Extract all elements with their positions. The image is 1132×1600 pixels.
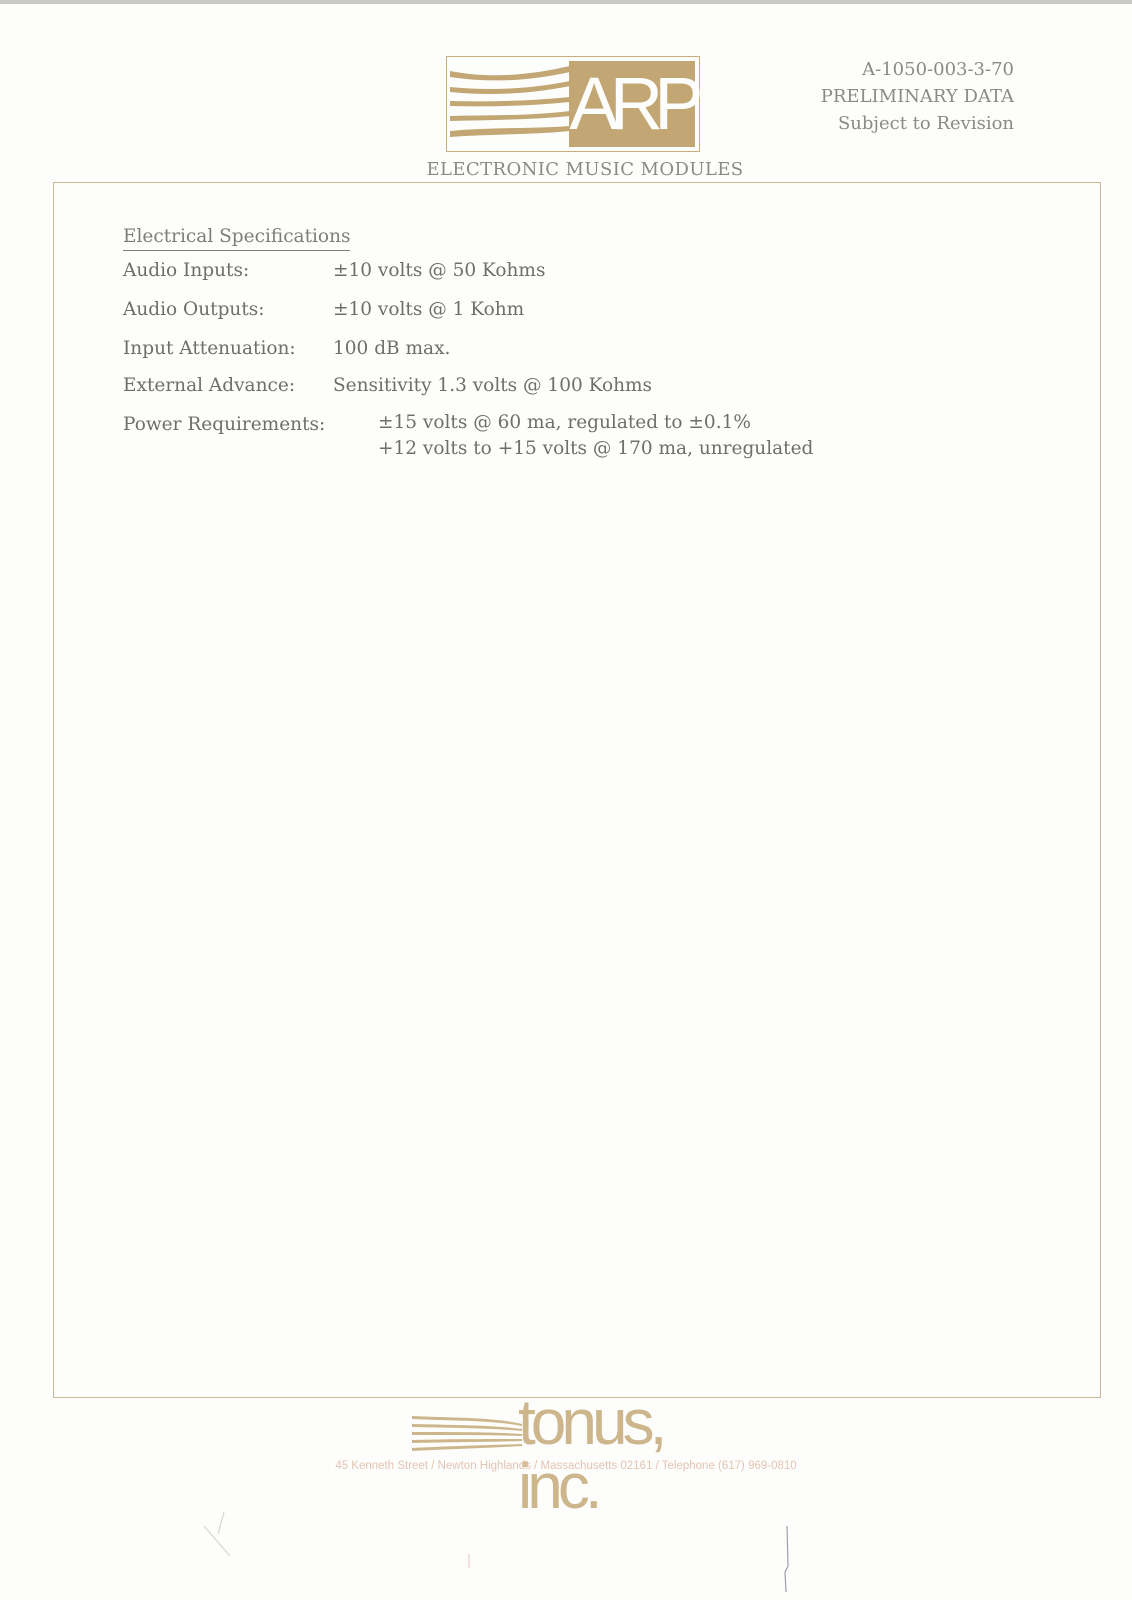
- spec-value-audio-inputs: ±10 volts @ 50 Kohms: [333, 260, 546, 281]
- company-address: 45 Kenneth Street / Newton Highlands / Massachusetts 02161 / Telephone (617) 969-0810: [335, 1460, 797, 1472]
- footer-waves-icon: [412, 1412, 522, 1452]
- revision-note: Subject to Revision: [837, 113, 1014, 134]
- spec-value-power-line-1: ±15 volts @ 60 ma, regulated to ±0.1%: [378, 412, 751, 433]
- spec-label-input-attenuation: Input Attenuation:: [123, 338, 296, 359]
- scan-mark-left: [200, 1510, 240, 1560]
- page-subtitle: ELECTRONIC MUSIC MODULES: [426, 159, 744, 180]
- spec-value-external-advance: Sensitivity 1.3 volts @ 100 Kohms: [333, 375, 653, 396]
- logo-waves-icon: [450, 61, 570, 147]
- content-frame: [53, 182, 1101, 1398]
- scan-mark-center: [466, 1552, 472, 1572]
- spec-value-power-line-2: +12 volts to +15 volts @ 170 ma, unregulated: [378, 438, 814, 459]
- document-id-block: [714, 56, 1014, 137]
- spec-value-input-attenuation: 100 dB max.: [333, 338, 451, 359]
- spec-label-external-advance: External Advance:: [123, 375, 296, 396]
- top-edge: [0, 0, 1132, 4]
- brand-name: ARP: [569, 62, 695, 145]
- spec-value-audio-outputs: ±10 volts @ 1 Kohm: [333, 299, 525, 320]
- doc-number: A-1050-003-3-70: [862, 59, 1014, 80]
- section-title: Electrical Specifications: [123, 226, 350, 251]
- spec-label-audio-inputs: Audio Inputs:: [123, 260, 250, 281]
- company-name: tonus, inc.: [518, 1386, 663, 1522]
- scan-mark-right: [780, 1526, 794, 1596]
- doc-status: PRELIMINARY DATA: [820, 86, 1014, 107]
- arp-logo: [446, 56, 700, 152]
- spec-label-power-requirements: Power Requirements:: [123, 414, 326, 435]
- spec-label-audio-outputs: Audio Outputs:: [123, 299, 265, 320]
